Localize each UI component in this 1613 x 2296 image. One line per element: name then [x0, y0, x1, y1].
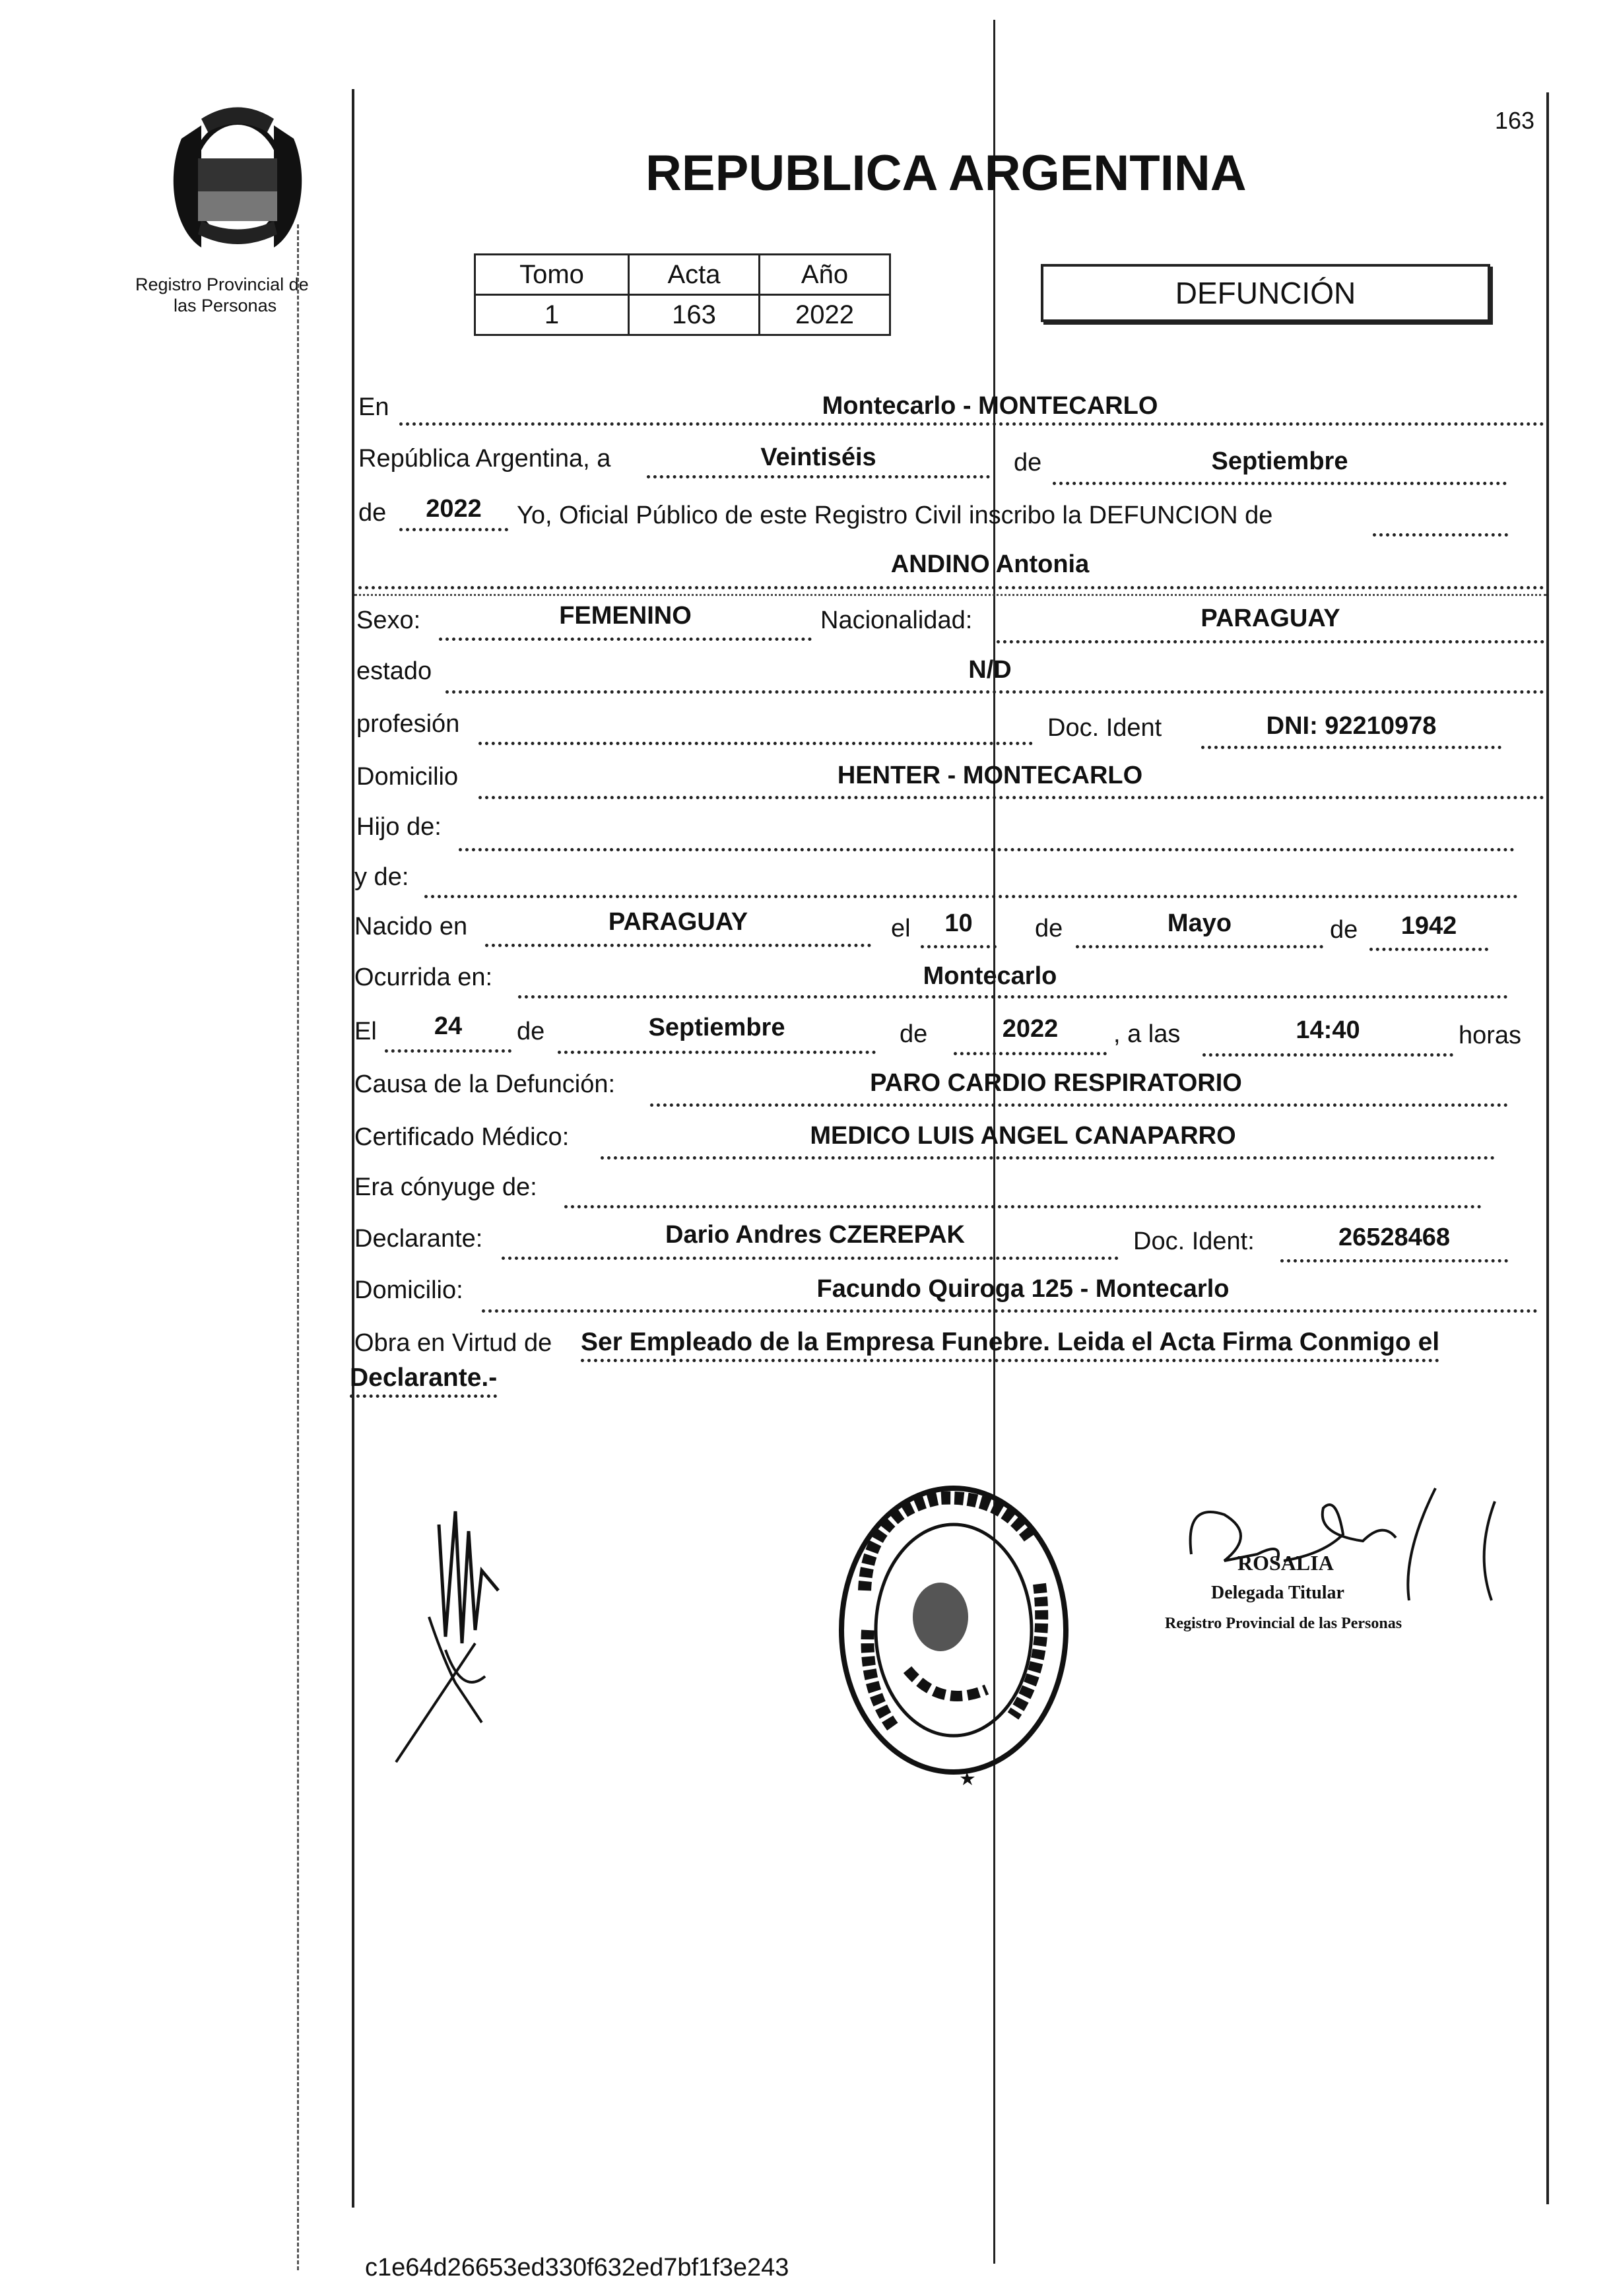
- yde-line: [424, 895, 1518, 898]
- registry-name-line2: las Personas: [174, 296, 277, 315]
- declarant-signature: [383, 1485, 535, 1775]
- def-anio-value: 2022: [1002, 1015, 1059, 1043]
- registry-table: [474, 253, 891, 336]
- domicilio-line: [478, 796, 1544, 799]
- page-number: 163: [1495, 107, 1535, 134]
- hijo-line: [459, 848, 1515, 851]
- de-label-6: de: [900, 1020, 928, 1048]
- nacionalidad-label: Nacionalidad:: [820, 607, 973, 634]
- nacido-line: [485, 944, 871, 947]
- def-anio-line: [954, 1052, 1107, 1055]
- nacido-label: Nacido en: [354, 913, 468, 940]
- nac-mes-value: Mayo: [1167, 909, 1232, 937]
- declarante-line: [502, 1257, 1119, 1260]
- nac-mes-line: [1076, 945, 1323, 948]
- el-label: el: [891, 915, 911, 942]
- causa-value: PARO CARDIO RESPIRATORIO: [870, 1069, 1242, 1097]
- def-dia-value: 24: [434, 1012, 463, 1040]
- certificado-value: MEDICO LUIS ANGEL CANAPARRO: [810, 1122, 1236, 1150]
- nacionalidad-line: [997, 640, 1544, 643]
- domicilio-label: Domicilio: [356, 763, 459, 791]
- republica-label: República Argentina, a: [358, 445, 611, 473]
- sexo-line: [439, 638, 812, 641]
- table-header-anio: Año: [760, 255, 890, 295]
- table-header-tomo: Tomo: [475, 255, 629, 295]
- obra-label: Obra en Virtud de: [354, 1329, 552, 1357]
- separator-1: [354, 594, 1546, 596]
- def-mes-line: [558, 1051, 876, 1054]
- nac-dia-line: [921, 945, 997, 948]
- doc2-line: [1280, 1259, 1508, 1263]
- registry-name-line1: Registro Provincial de: [135, 275, 309, 294]
- profesion-label: profesión: [356, 710, 460, 738]
- doc2-value: 26528468: [1338, 1224, 1451, 1251]
- hora-value: 14:40: [1296, 1016, 1360, 1044]
- conyuge-label: Era cónyuge de:: [354, 1173, 537, 1201]
- province-logo: [162, 99, 313, 257]
- official-stamp: [828, 1472, 1079, 1788]
- en-label: En: [358, 393, 389, 421]
- declarante-label: Declarante:: [354, 1225, 483, 1253]
- domicilio-value: HENTER - MONTECARLO: [837, 762, 1143, 789]
- sexo-value: FEMENINO: [559, 602, 692, 630]
- de-label-1: de: [1014, 449, 1042, 476]
- horas-label: horas: [1459, 1022, 1522, 1049]
- nac-anio-line: [1369, 948, 1488, 951]
- de-label-4: de: [1330, 916, 1358, 944]
- nacido-value: PARAGUAY: [608, 908, 748, 936]
- oficial-text: Yo, Oficial Público de este Registro Civil inscribo la DEFUNCION de: [517, 502, 1273, 529]
- estado-label: estado: [356, 657, 432, 685]
- hora-line: [1202, 1053, 1453, 1057]
- table-value-anio: 2022: [760, 295, 890, 335]
- certificado-label: Certificado Médico:: [354, 1123, 570, 1151]
- doc-label: Doc. Ident: [1047, 714, 1162, 742]
- domicilio2-label: Domicilio:: [354, 1276, 463, 1304]
- certificado-line: [601, 1156, 1495, 1160]
- El-label: El: [354, 1018, 377, 1045]
- nombre-line: [358, 586, 1544, 589]
- table-header-acta: Acta: [629, 255, 760, 295]
- causa-label: Causa de la Defunción:: [354, 1070, 616, 1098]
- left-binding-dashes: [297, 224, 299, 2270]
- oficial-tail-line: [1373, 533, 1508, 537]
- deceased-name: ANDINO Antonia: [890, 550, 1090, 578]
- declarante-value: Dario Andres CZEREPAK: [665, 1221, 965, 1249]
- mes-line: [1053, 482, 1507, 485]
- domicilio2-value: Facundo Quiroga 125 - Montecarlo: [816, 1275, 1230, 1303]
- official-name: ROSALIA: [1237, 1551, 1334, 1575]
- nac-dia-value: 10: [944, 909, 973, 937]
- official-title: Delegada Titular: [1211, 1583, 1344, 1603]
- doc-line: [1201, 746, 1501, 749]
- sexo-label: Sexo:: [356, 607, 421, 634]
- def-dia-line: [385, 1049, 511, 1053]
- nac-anio-value: 1942: [1400, 912, 1457, 940]
- estado-value: N/D: [968, 656, 1012, 684]
- dia-value: Veintiséis: [760, 443, 876, 471]
- act-type-box: DEFUNCIÓN: [1041, 264, 1490, 322]
- hijo-label: Hijo de:: [356, 813, 442, 841]
- anio-value: 2022: [426, 495, 482, 523]
- table-value-tomo: 1: [475, 295, 629, 335]
- ocurrida-value: Montecarlo: [923, 962, 1057, 990]
- def-mes-value: Septiembre: [648, 1014, 785, 1041]
- domicilio2-line: [482, 1309, 1538, 1313]
- doc2-label: Doc. Ident:: [1133, 1228, 1255, 1255]
- right-margin-line: [1546, 92, 1549, 2204]
- official-office: Registro Provincial de las Personas: [1165, 1615, 1402, 1632]
- conyuge-line: [564, 1205, 1482, 1208]
- table-value-acta: 163: [629, 295, 760, 335]
- de-label-3: de: [1035, 915, 1063, 942]
- de-label-2: de: [358, 499, 387, 527]
- en-line: [399, 422, 1544, 426]
- yde-label: y de:: [354, 863, 409, 891]
- profesion-line: [478, 742, 1033, 745]
- anio-line: [399, 528, 508, 531]
- page-title: REPUBLICA ARGENTINA: [645, 145, 1247, 201]
- document-hash: c1e64d26653ed330f632ed7bf1f3e243: [365, 2254, 789, 2281]
- estado-line: [445, 690, 1544, 694]
- de-label-5: de: [517, 1018, 545, 1045]
- obra-value-line2: Declarante.-: [350, 1365, 497, 1398]
- en-value: Montecarlo - MONTECARLO: [822, 392, 1158, 420]
- causa-line: [650, 1103, 1508, 1107]
- ocurrida-line: [518, 995, 1508, 999]
- obra-value-line1: Ser Empleado de la Empresa Funebre. Leida el Acta Firma Conmigo el: [581, 1329, 1439, 1362]
- dia-line: [647, 475, 990, 478]
- nacionalidad-value: PARAGUAY: [1201, 605, 1340, 632]
- ocurrida-label: Ocurrida en:: [354, 964, 493, 991]
- mes-value: Septiembre: [1211, 447, 1348, 475]
- doc-value: DNI: 92210978: [1266, 712, 1437, 740]
- alas-label: , a las: [1113, 1020, 1181, 1048]
